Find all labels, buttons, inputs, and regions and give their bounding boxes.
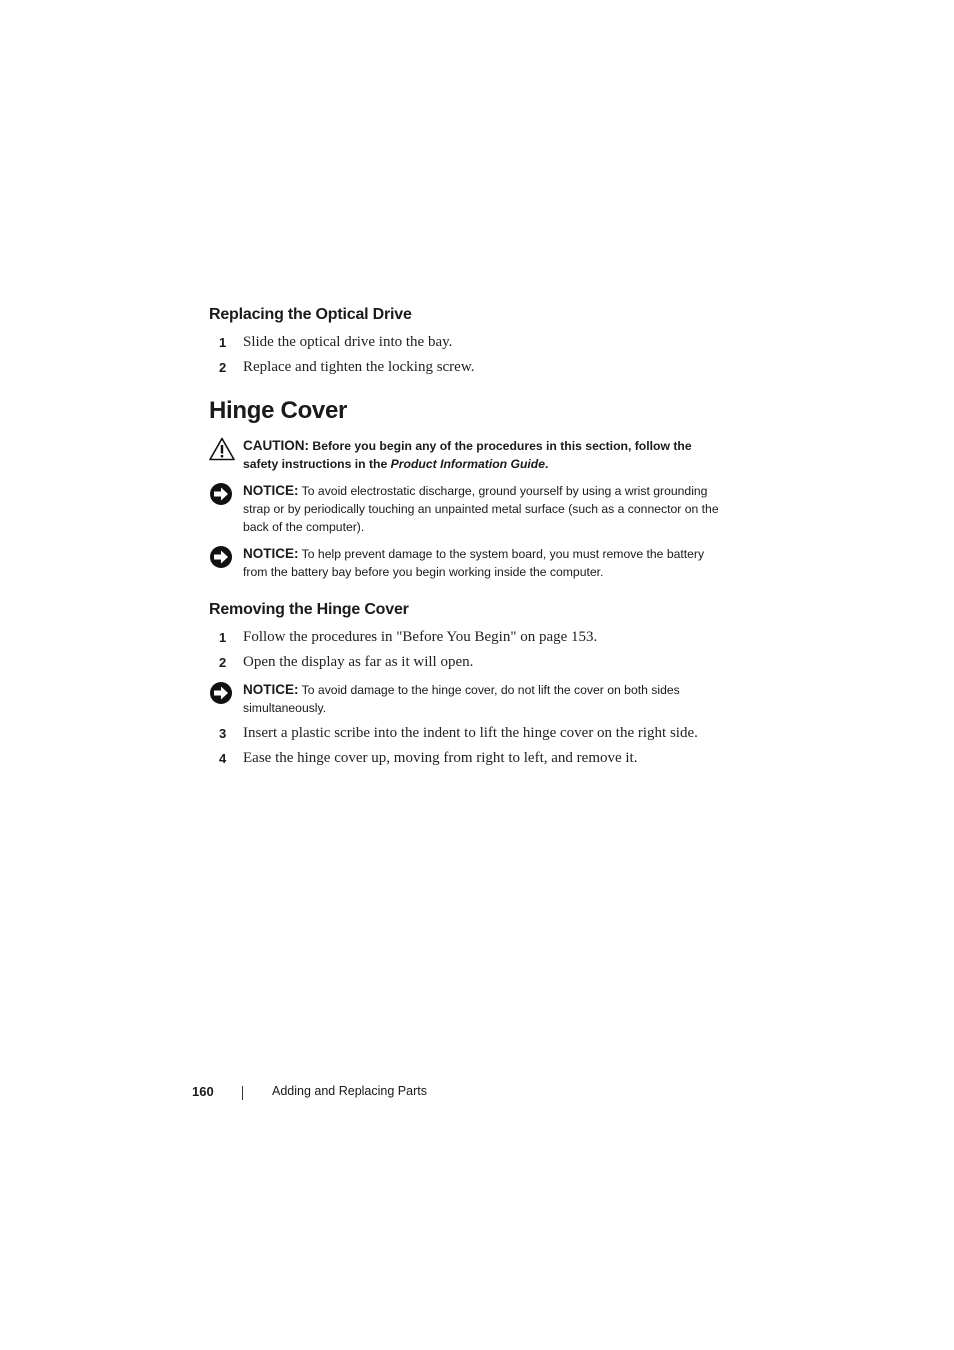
caution-triangle-icon (209, 437, 235, 461)
footer-divider (242, 1086, 243, 1100)
notice-body: To avoid electrostatic discharge, ground yourself by using a wrist grounding strap or by periodically touching an unpainted metal surface (such as a connector on the back of the computer). (243, 484, 719, 534)
footer-section-title: Adding and Replacing Parts (272, 1084, 427, 1098)
caution-body: Before you begin any of the procedures in this section, follow the safety instructions in the (243, 439, 692, 471)
caution-guide-title: Product Information Guide (390, 457, 546, 471)
step-number: 4 (219, 751, 227, 766)
section-heading-removing-hinge-cover: Removing the Hinge Cover (209, 601, 409, 618)
caution-period: . (545, 457, 549, 471)
notice-body: To help prevent damage to the system board, you must remove the battery from the battery bay before you begin working inside the computer. (243, 547, 705, 579)
caution-label: CAUTION: (243, 438, 309, 453)
step-text: Follow the procedures in "Before You Begin" on page 153. (243, 629, 598, 645)
notice-text (243, 482, 729, 536)
step-number: 2 (219, 360, 227, 375)
notice-arrow-icon (209, 681, 235, 705)
notice-arrow-icon (209, 482, 235, 506)
step-text: Replace and tighten the locking screw. (243, 359, 475, 375)
page-number: 160 (192, 1084, 214, 1099)
notice-body: To avoid damage to the hinge cover, do not lift the cover on both sides simultaneously. (243, 683, 680, 715)
notice-arrow-icon (209, 545, 235, 569)
step-number: 1 (219, 335, 227, 350)
step-number: 3 (219, 726, 227, 741)
caution-text (243, 437, 729, 473)
notice-label: NOTICE: (243, 682, 299, 697)
step-text: Open the display as far as it will open. (243, 654, 474, 670)
step-text: Slide the optical drive into the bay. (243, 334, 453, 350)
notice-label: NOTICE: (243, 546, 299, 561)
notice-label: NOTICE: (243, 483, 299, 498)
step-text: Insert a plastic scribe into the indent to lift the hinge cover on the right side. (243, 725, 698, 741)
step-number: 1 (219, 630, 227, 645)
step-number: 2 (219, 655, 227, 670)
section-heading-replacing-optical-drive: Replacing the Optical Drive (209, 306, 412, 323)
notice-text (243, 681, 729, 717)
step-text: Ease the hinge cover up, moving from right to left, and remove it. (243, 750, 638, 766)
notice-text (243, 545, 729, 581)
chapter-heading-hinge-cover: Hinge Cover (209, 397, 348, 424)
